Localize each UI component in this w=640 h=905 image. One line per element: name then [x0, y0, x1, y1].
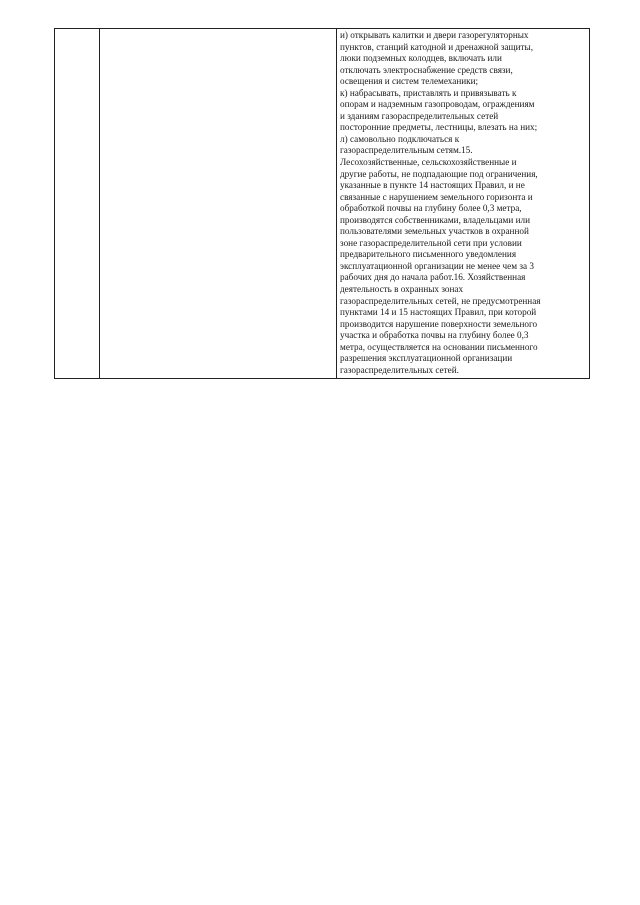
text-line: опорам и надземным газопроводам, ограждениям	[340, 99, 535, 110]
regulation-text-block	[337, 29, 589, 378]
text-line: производятся собственниками, владельцами или	[340, 214, 531, 225]
text-line: связанные с нарушением земельного горизонта и	[340, 191, 533, 202]
text-line: обработкой почвы на глубину более 0,3 метра,	[340, 203, 522, 214]
text-line: пунктов, станций катодной и дренажной защиты,	[340, 41, 534, 52]
text-line: эксплуатационной организации не менее чем за 3	[340, 260, 534, 271]
text-line: освещения и систем телемеханики;	[340, 76, 479, 87]
text-line: и зданиям газораспределительных сетей	[340, 110, 499, 121]
text-line: газораспределительным сетям.15.	[340, 145, 473, 156]
table-cell-number	[55, 29, 100, 379]
table-row	[55, 29, 590, 379]
regulation-table	[54, 28, 590, 379]
text-line: разрешения эксплуатационной организации	[340, 353, 513, 364]
table-cell-regulation-text	[337, 29, 590, 379]
text-line: производится нарушение поверхности земельного	[340, 318, 538, 329]
cell-number-text	[55, 29, 99, 32]
text-line: зоне газораспределительной сети при условии	[340, 237, 522, 248]
text-line: участка и обработка почвы на глубину более 0,3	[340, 330, 529, 341]
text-line: газораспределительных сетей, не предусмотренная	[340, 295, 541, 306]
text-line: пользователями земельных участков в охранной	[340, 226, 529, 237]
text-line: рабочих дня до начала работ.16. Хозяйственная	[340, 272, 526, 283]
text-line: указанные в пункте 14 настоящих Правил, и не	[340, 180, 525, 191]
text-line: и) открывать калитки и двери газорегуляторных	[340, 30, 529, 40]
text-line: деятельность в охранных зонах	[340, 284, 464, 295]
text-line: метра, осуществляется на основании письменного	[340, 341, 538, 352]
text-line: л) самовольно подключаться к	[340, 133, 460, 144]
cell-title-text	[100, 29, 336, 32]
text-line: газораспределительных сетей.	[340, 364, 459, 375]
text-line: к) набрасывать, приставлять и привязывать к	[340, 87, 517, 98]
text-line: предварительного письменного уведомления	[340, 249, 517, 260]
text-line: отключать электроснабжение средств связи,	[340, 64, 513, 75]
text-line: пунктами 14 и 15 настоящих Правил, при которой	[340, 307, 537, 318]
text-line: посторонние предметы, лестницы, влезать на них;	[340, 122, 538, 133]
text-line: Лесохозяйственные, сельскохозяйственные и	[340, 157, 517, 168]
text-line: другие работы, не подпадающие под ограничения,	[340, 168, 538, 179]
table-cell-title	[100, 29, 337, 379]
text-line: люки подземных колодцев, включать или	[340, 53, 502, 64]
